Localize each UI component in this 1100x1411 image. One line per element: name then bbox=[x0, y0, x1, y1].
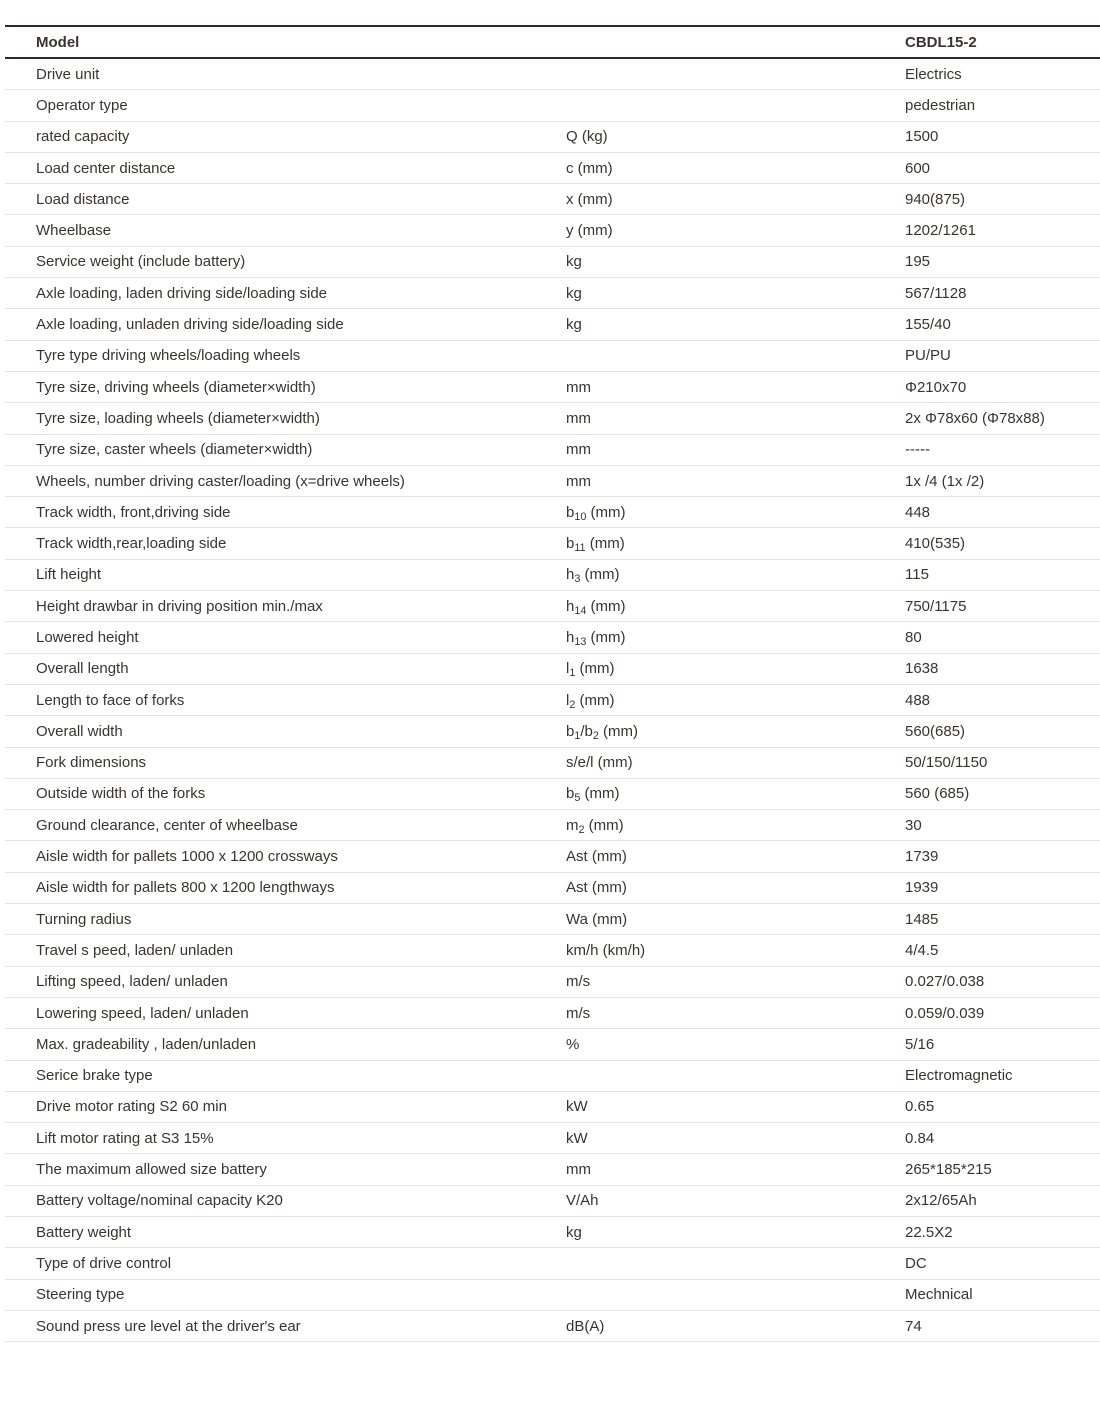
spec-value: Electrics bbox=[905, 65, 962, 83]
spec-label: Axle loading, laden driving side/loading side bbox=[36, 284, 328, 302]
spec-value: 115 bbox=[905, 566, 929, 584]
spec-unit: kg bbox=[566, 253, 582, 271]
table-row bbox=[5, 779, 1100, 810]
spec-label: Aisle width for pallets 800 x 1200 lengthways bbox=[36, 879, 335, 897]
table-row bbox=[5, 1311, 1100, 1342]
spec-unit: kW bbox=[566, 1129, 588, 1147]
spec-unit: m/s bbox=[566, 1004, 591, 1022]
spec-value: 1485 bbox=[905, 910, 939, 928]
spec-unit: mm bbox=[566, 378, 591, 396]
table-row bbox=[5, 1029, 1100, 1060]
spec-label: Length to face of forks bbox=[36, 691, 185, 709]
spec-label: Sound press ure level at the driver's ear bbox=[36, 1317, 301, 1335]
spec-value: 2x Φ78x60 (Φ78x88) bbox=[905, 409, 1045, 427]
spec-value: Electromagnetic bbox=[905, 1067, 1013, 1085]
spec-label: Height drawbar in driving position min./max bbox=[36, 597, 323, 615]
spec-value: Φ210x70 bbox=[905, 378, 967, 396]
spec-unit: $h_3$ (mm) bbox=[566, 566, 620, 586]
spec-label: Load center distance bbox=[36, 159, 176, 177]
spec-value: 410(535) bbox=[905, 535, 966, 553]
spec-value: 1500 bbox=[905, 128, 939, 146]
spec-unit: $b_{11}$ (mm) bbox=[566, 535, 625, 555]
table-row bbox=[5, 90, 1100, 121]
spec-value: 74 bbox=[905, 1317, 922, 1335]
spec-table bbox=[5, 25, 1100, 1342]
spec-value: 600 bbox=[905, 159, 931, 177]
spec-unit: $l_1$ (mm) bbox=[566, 660, 615, 680]
spec-value: 265*185*215 bbox=[905, 1161, 992, 1179]
spec-label: Overall width bbox=[36, 722, 123, 740]
spec-unit: $m_2$ (mm) bbox=[566, 816, 624, 836]
spec-value: 1x /4 (1x /2) bbox=[905, 472, 985, 490]
spec-unit: $b_{10}$ (mm) bbox=[566, 503, 626, 523]
spec-label: Lowered height bbox=[36, 628, 139, 646]
table-row bbox=[5, 1092, 1100, 1123]
spec-value: ----- bbox=[905, 441, 930, 459]
spec-value: PU/PU bbox=[905, 347, 951, 365]
spec-label: Outside width of the forks bbox=[36, 785, 206, 803]
spec-unit: c (mm) bbox=[566, 159, 613, 177]
spec-unit: $b_5$ (mm) bbox=[566, 785, 620, 805]
spec-unit: x (mm) bbox=[566, 190, 613, 208]
spec-label: Max. gradeability , laden/unladen bbox=[36, 1035, 257, 1053]
table-row bbox=[5, 1217, 1100, 1248]
spec-unit: mm bbox=[566, 441, 591, 459]
spec-unit: $b_1/b_2$ (mm) bbox=[566, 722, 639, 742]
spec-label: Tyre size, driving wheels (diameter×width) bbox=[36, 378, 316, 396]
spec-value: 560 (685) bbox=[905, 785, 970, 803]
spec-unit: y (mm) bbox=[566, 222, 613, 240]
table-row bbox=[5, 1280, 1100, 1311]
spec-label: Serice brake type bbox=[36, 1067, 153, 1085]
table-row bbox=[5, 841, 1100, 872]
table-row bbox=[5, 403, 1100, 434]
spec-value: 567/1128 bbox=[905, 284, 967, 302]
spec-unit: Ast (mm) bbox=[566, 879, 627, 897]
spec-value: 0.84 bbox=[905, 1129, 935, 1147]
table-row bbox=[5, 466, 1100, 497]
table-row bbox=[5, 497, 1100, 528]
spec-unit: mm bbox=[566, 472, 591, 490]
table-row bbox=[5, 1123, 1100, 1154]
spec-value: 940(875) bbox=[905, 190, 966, 208]
table-row bbox=[5, 215, 1100, 246]
spec-value: 560(685) bbox=[905, 722, 966, 740]
spec-label: Overall length bbox=[36, 660, 129, 678]
spec-label: Track width,rear,loading side bbox=[36, 535, 227, 553]
spec-label: Lift motor rating at S3 15% bbox=[36, 1129, 214, 1147]
spec-unit: V/Ah bbox=[566, 1192, 599, 1210]
spec-value: 0.059/0.039 bbox=[905, 1004, 985, 1022]
spec-label: Load distance bbox=[36, 190, 130, 208]
table-row bbox=[5, 153, 1100, 184]
spec-label: Ground clearance, center of wheelbase bbox=[36, 816, 298, 834]
spec-unit: $l_2$ (mm) bbox=[566, 691, 615, 711]
table-body bbox=[5, 59, 1100, 1342]
spec-label: Wheels, number driving caster/loading (x=drive wheels) bbox=[36, 472, 405, 490]
spec-value: 2x12/65Ah bbox=[905, 1192, 977, 1210]
table-row bbox=[5, 372, 1100, 403]
spec-label: Lift height bbox=[36, 566, 102, 584]
spec-value: 155/40 bbox=[905, 316, 951, 334]
spec-label: Drive unit bbox=[36, 65, 100, 83]
header-model-label: Model bbox=[36, 33, 80, 51]
table-row bbox=[5, 247, 1100, 278]
spec-label: Drive motor rating S2 60 min bbox=[36, 1098, 227, 1116]
spec-label: Service weight (include battery) bbox=[36, 253, 246, 271]
spec-label: Track width, front,driving side bbox=[36, 503, 231, 521]
spec-label: Battery weight bbox=[36, 1223, 132, 1241]
spec-unit: Q (kg) bbox=[566, 128, 608, 146]
spec-unit: mm bbox=[566, 1161, 591, 1179]
table-row bbox=[5, 810, 1100, 841]
spec-value: 0.65 bbox=[905, 1098, 935, 1116]
spec-label: Type of drive control bbox=[36, 1254, 172, 1272]
spec-value: 4/4.5 bbox=[905, 941, 939, 959]
spec-unit: km/h (km/h) bbox=[566, 941, 646, 959]
table-row bbox=[5, 1186, 1100, 1217]
spec-value: 1739 bbox=[905, 848, 939, 866]
spec-unit: mm bbox=[566, 409, 591, 427]
spec-value: 80 bbox=[905, 628, 922, 646]
table-row bbox=[5, 935, 1100, 966]
spec-value: 0.027/0.038 bbox=[905, 973, 985, 991]
spec-value: pedestrian bbox=[905, 96, 976, 114]
spec-label: Axle loading, unladen driving side/loading side bbox=[36, 316, 344, 334]
spec-label: Wheelbase bbox=[36, 222, 112, 240]
spec-value: 750/1175 bbox=[905, 597, 967, 615]
spec-label: Battery voltage/nominal capacity K20 bbox=[36, 1192, 283, 1210]
table-row bbox=[5, 654, 1100, 685]
spec-label: Tyre type driving wheels/loading wheels bbox=[36, 347, 301, 365]
spec-unit: s/e/l (mm) bbox=[566, 754, 633, 772]
table-row bbox=[5, 1248, 1100, 1279]
spec-unit: $h_{14}$ (mm) bbox=[566, 597, 626, 617]
spec-unit: kg bbox=[566, 284, 582, 302]
header-model-value: CBDL15-2 bbox=[905, 33, 977, 51]
spec-table-header-row bbox=[5, 27, 1100, 59]
table-row bbox=[5, 278, 1100, 309]
table-row bbox=[5, 873, 1100, 904]
spec-unit: dB(A) bbox=[566, 1317, 605, 1335]
spec-unit: kg bbox=[566, 316, 582, 334]
table-row bbox=[5, 591, 1100, 622]
spec-label: rated capacity bbox=[36, 128, 130, 146]
spec-label: Tyre size, loading wheels (diameter×width) bbox=[36, 409, 320, 427]
table-row bbox=[5, 122, 1100, 153]
spec-value: 448 bbox=[905, 503, 931, 521]
spec-label: Aisle width for pallets 1000 x 1200 crossways bbox=[36, 848, 338, 866]
table-row bbox=[5, 685, 1100, 716]
spec-value: 1202/1261 bbox=[905, 222, 976, 240]
spec-unit: m/s bbox=[566, 973, 591, 991]
spec-label: Turning radius bbox=[36, 910, 132, 928]
spec-unit: kW bbox=[566, 1098, 588, 1116]
spec-value: 30 bbox=[905, 816, 922, 834]
table-row bbox=[5, 184, 1100, 215]
table-row bbox=[5, 716, 1100, 747]
spec-label: Fork dimensions bbox=[36, 754, 147, 772]
spec-label: The maximum allowed size battery bbox=[36, 1161, 267, 1179]
table-row bbox=[5, 748, 1100, 779]
spec-value: 50/150/1150 bbox=[905, 754, 988, 772]
table-row bbox=[5, 622, 1100, 653]
spec-unit: $h_{13}$ (mm) bbox=[566, 628, 626, 648]
table-row bbox=[5, 59, 1100, 90]
spec-label: Lowering speed, laden/ unladen bbox=[36, 1004, 249, 1022]
spec-value: 5/16 bbox=[905, 1035, 935, 1053]
spec-label: Travel s peed, laden/ unladen bbox=[36, 941, 234, 959]
table-row bbox=[5, 560, 1100, 591]
spec-unit: % bbox=[566, 1035, 580, 1053]
spec-unit: kg bbox=[566, 1223, 582, 1241]
table-row bbox=[5, 1061, 1100, 1092]
spec-value: 22.5X2 bbox=[905, 1223, 953, 1241]
spec-value: 1939 bbox=[905, 879, 939, 897]
spec-label: Lifting speed, laden/ unladen bbox=[36, 973, 228, 991]
spec-label: Steering type bbox=[36, 1286, 125, 1304]
table-row bbox=[5, 341, 1100, 372]
spec-label: Operator type bbox=[36, 96, 128, 114]
spec-value: 195 bbox=[905, 253, 931, 271]
table-row bbox=[5, 998, 1100, 1029]
table-row bbox=[5, 309, 1100, 340]
spec-value: 1638 bbox=[905, 660, 939, 678]
table-row bbox=[5, 904, 1100, 935]
spec-unit: Wa (mm) bbox=[566, 910, 628, 928]
spec-value: Mechnical bbox=[905, 1286, 973, 1304]
spec-value: DC bbox=[905, 1254, 927, 1272]
table-row bbox=[5, 1154, 1100, 1185]
spec-label: Tyre size, caster wheels (diameter×width) bbox=[36, 441, 313, 459]
table-row bbox=[5, 435, 1100, 466]
spec-value: 488 bbox=[905, 691, 931, 709]
spec-unit: Ast (mm) bbox=[566, 848, 627, 866]
table-row bbox=[5, 528, 1100, 559]
table-row bbox=[5, 967, 1100, 998]
